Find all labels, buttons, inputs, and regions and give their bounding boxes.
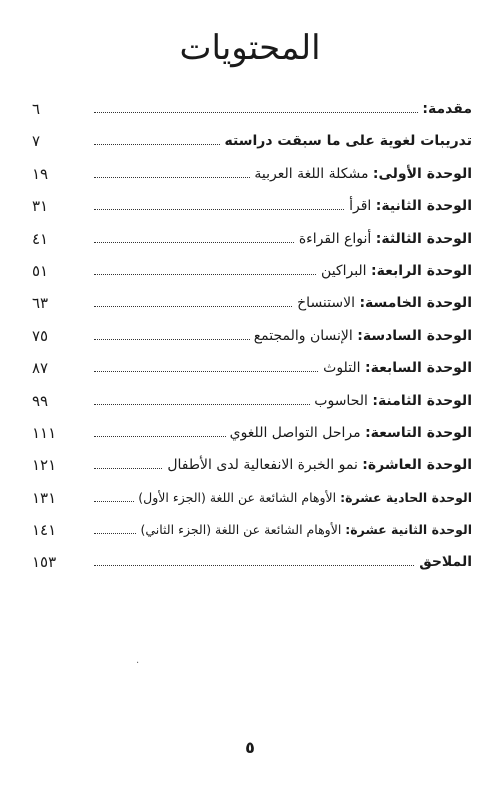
toc-label [134,487,472,509]
toc-label-bold: الوحدة الثانية: [375,198,472,215]
toc-entry-unit-9 [32,422,472,454]
toc-page-number: ٩٩ [32,391,49,410]
toc-entry-unit-8 [32,390,472,422]
toc-page-number: ١٥٣ [32,553,57,572]
toc-label-rest: البراكين [321,262,372,279]
toc-label [163,454,472,476]
toc-label-bold: الوحدة الرابعة: [371,262,472,279]
toc-label-rest: الحاسوب [314,392,373,409]
toc-entry-unit-1 [32,163,472,195]
toc-label-bold: الوحدة السادسة: [357,327,472,344]
toc-label [220,130,472,152]
toc-page-number: ١٣١ [32,488,57,507]
toc-page-number: ٦٣ [32,294,49,313]
toc-label [418,98,472,120]
toc-label [293,292,472,314]
toc-page-number: ٣١ [32,197,49,216]
toc-entry-unit-2 [32,195,472,227]
toc-label-rest: اقرأ [349,198,376,215]
toc-entry-unit-12 [32,519,472,551]
toc-page-number: ٧٥ [32,326,49,345]
toc-entry-unit-4 [32,260,472,292]
page-title: المحتويات [179,28,321,68]
table-of-contents [32,98,472,584]
toc-label-bold: الوحدة التاسعة: [365,424,472,441]
toc-label [310,390,472,412]
toc-label [250,163,472,185]
toc-page-number: ٦ [32,100,41,118]
toc-label-bold: الوحدة الخامسة: [359,295,472,312]
dotted-leader [94,112,472,113]
toc-label [250,325,472,347]
toc-page-number: ٤١ [32,229,49,248]
toc-page-number: ١٤١ [32,521,57,540]
toc-label-rest: الإنسان والمجتمع [253,327,358,344]
toc-entry-unit-6 [32,325,472,357]
toc-label [136,519,472,541]
toc-label-rest: الأوهام الشائعة عن اللغة (الجزء الثاني) [140,522,346,538]
toc-label-rest: التلوث [323,360,366,377]
toc-page-number: ١٩ [32,164,49,183]
toc-entry-introduction [32,98,472,130]
toc-label-rest: الأوهام الشائعة عن اللغة (الجزء الأول) [138,489,341,505]
toc-label-bold: تدريبات لغوية على ما سبقت دراسته [224,133,472,150]
toc-label-bold: الملاحق [419,554,472,571]
toc-page-number: ١١١ [32,423,57,442]
toc-label-bold: الوحدة الأولى: [372,165,472,182]
toc-label-rest: مراحل التواصل اللغوي [229,424,366,441]
toc-page-number: ١٢١ [32,456,57,475]
toc-label [345,195,472,217]
toc-label [226,422,472,444]
toc-entry-exercises [32,130,472,162]
toc-label-bold: الوحدة الحادية عشرة: [340,489,472,505]
toc-label-bold: الوحدة السابعة: [365,360,472,377]
toc-label-rest: مشكلة اللغة العربية [254,165,373,182]
toc-label-rest: نمو الخبرة الانفعالية لدى الأطفال [167,457,363,474]
toc-entry-unit-10 [32,454,472,486]
toc-label-bold: الوحدة الثالثة: [375,230,472,247]
toc-page-number: ٨٧ [32,359,49,378]
toc-label [319,357,472,379]
toc-label-bold: الوحدة الثامنة: [372,392,472,409]
toc-label-bold: مقدمة: [422,101,472,117]
toc-page-number: ٧ [32,132,41,151]
toc-entry-unit-7 [32,357,472,389]
toc-label-rest: أنواع القراءة [298,230,376,247]
toc-label-bold: الوحدة الثانية عشرة: [345,522,472,538]
toc-label [295,228,472,250]
scan-speck: · [136,658,140,669]
toc-entry-unit-3 [32,228,472,260]
toc-label [415,551,472,573]
toc-label-rest: الاستنساخ [297,295,360,312]
toc-page-number: ٥١ [32,261,49,280]
page-number: ٥ [245,738,255,757]
toc-label [317,260,472,282]
toc-entry-unit-5 [32,292,472,324]
toc-entry-unit-11 [32,487,472,519]
toc-entry-appendices [32,551,472,583]
toc-label-bold: الوحدة العاشرة: [362,457,472,474]
